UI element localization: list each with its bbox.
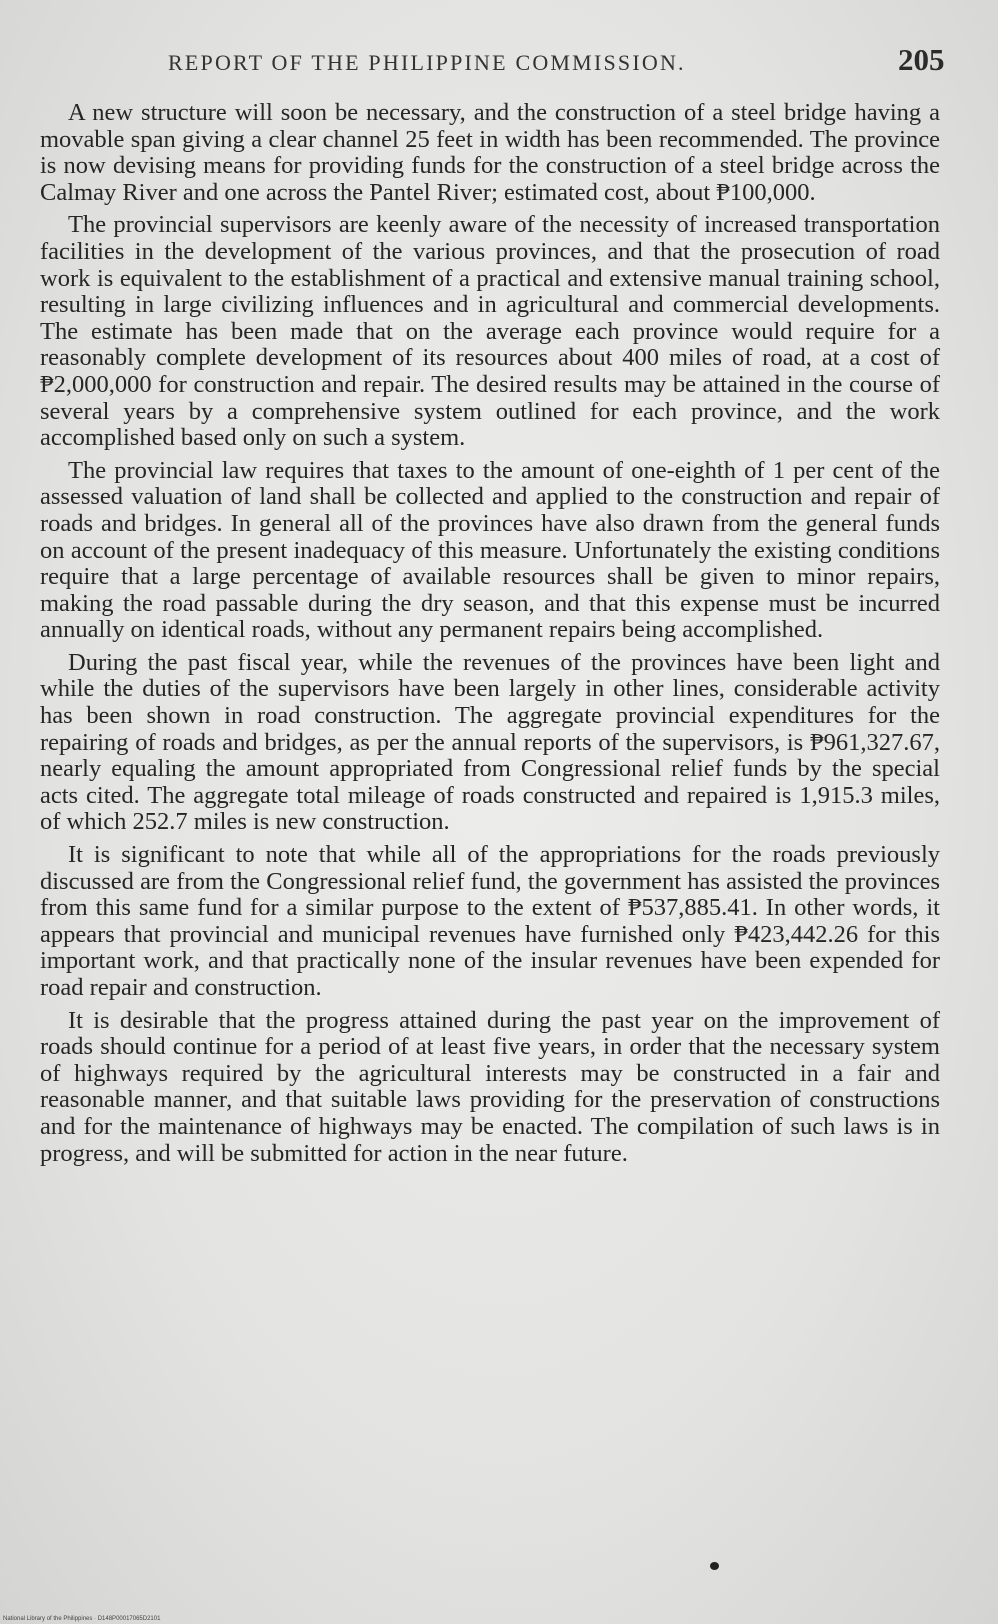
scan-credit: National Library of the Philippines · D148P00017065D2101	[3, 1616, 161, 1622]
body-text	[40, 100, 940, 1173]
page-header	[0, 42, 998, 86]
paragraph-provincial-law-taxes: The provincial law requires that taxes to the amount of one-eighth of 1 per cent of the assessed valuation of land shall be collected and applied to the construction and repair of roads and bridges. In general all of the provinces have also drawn from the general funds on account of the present inadequacy of this measure. Unfortunately the existing conditions require that a large percentage of available resources shall be given to minor repairs, making the road passable during the dry season, and that this expense must be incurred annually on identical roads, without any permanent repairs being accomplished.	[40, 456, 940, 644]
page-number: 205	[898, 42, 945, 77]
running-title: REPORT OF THE PHILIPPINE COMMISSION.	[168, 50, 686, 75]
paragraph-future-progress: It is desirable that the progress attained during the past year on the improvement of roads should continue for a period of at least five years, in order that the necessary system of highways required by the agricultural interests may be constructed in a fair and reasonable manner, and that suitable laws providing for the preservation of constructions and for the maintenance of highways may be enacted. The compilation of such laws is in progress, and will be submitted for action in the near future.	[40, 1006, 940, 1167]
ink-mark	[710, 1562, 719, 1570]
paragraph-appropriations: It is significant to note that while all of the appropriations for the roads previously discussed are from the Congressional relief fund, the government has assisted the provinces from this same fund for a similar purpose to the extent of ₱537,885.41. In other words, it appears that provincial and municipal revenues have furnished only ₱423,442.26 for this important work, and that practically none of the insular revenues have been expended for road repair and construction.	[40, 841, 940, 1001]
paragraph-provincial-supervisors: The provincial supervisors are keenly aware of the necessity of increased transportation facilities in the development of the various provinces, and that the prosecution of road work is equivalent to the establishment of a practical and extensive manual training school, resulting in large civilizing influences and in agricultural and commercial developments. The estimate has been made that on the average each province would require for a reasonably complete development of its resources about 400 miles of road, at a cost of ₱2,000,000 for construction and repair. The desired results may be attained in the course of several years by a comprehensive system outlined for each province, and the work accomplished based only on such a system.	[40, 211, 940, 452]
paragraph-bridge-construction: A new structure will soon be necessary, and the construction of a steel bridge having a movable span giving a clear channel 25 feet in width has been recommended. The province is now devising means for providing funds for the construction of a steel bridge across the Calmay River and one across the Pantel River; estimated cost, about ₱100,000.	[40, 99, 940, 206]
paragraph-fiscal-year-activity: During the past fiscal year, while the revenues of the provinces have been light and while the duties of the supervisors have been largely in other lines, considerable activity has been shown in road construction. The aggregate provincial expenditures for the repairing of roads and bridges, as per the annual reports of the supervisors, is ₱961,327.67, nearly equaling the amount appropriated from Congressional relief funds by the special acts cited. The aggregate total mileage of roads constructed and repaired is 1,915.3 miles, of which 252.7 miles is new construction.	[40, 648, 940, 836]
